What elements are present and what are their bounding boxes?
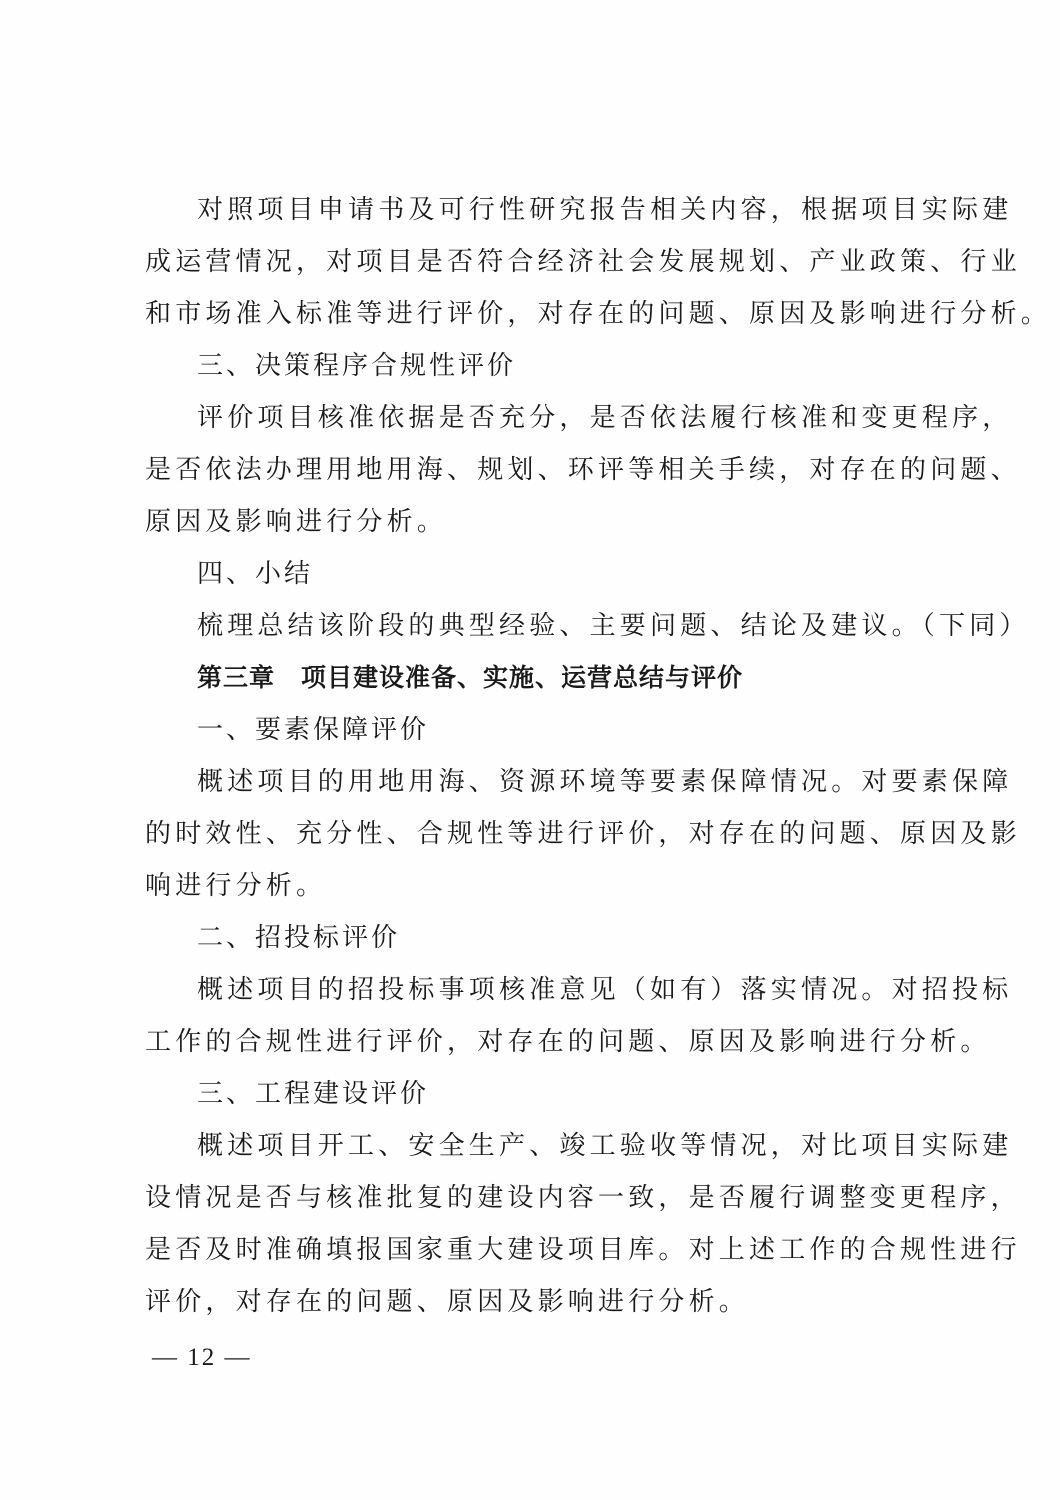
body-line: 成运营情况，对项目是否符合经济社会发展规划、产业政策、行业 <box>145 247 1021 277</box>
body-line: 原因及影响进行分析。 <box>145 507 448 537</box>
section-heading-summary: 四、小结 <box>197 559 314 589</box>
body-line: 设情况是否与核准批复的建设内容一致，是否履行调整变更程序， <box>145 1183 1021 1213</box>
body-line: 工作的合规性进行评价，对存在的问题、原因及影响进行分析。 <box>145 1027 991 1057</box>
body-line: 和市场准入标准等进行评价，对存在的问题、原因及影响进行分析。 <box>145 299 1052 329</box>
section-heading-bidding: 二、招投标评价 <box>197 923 401 953</box>
body-line: 概述项目开工、安全生产、竣工验收等情况，对比项目实际建 <box>197 1131 1013 1161</box>
body-line: 是否依法办理用地用海、规划、环评等相关手续，对存在的问题、 <box>145 455 1021 485</box>
body-line: 的时效性、充分性、合规性等进行评价，对存在的问题、原因及影 <box>145 819 1021 849</box>
body-line: 梳理总结该阶段的典型经验、主要问题、结论及建议。（下同） <box>197 611 1030 641</box>
page-number: — 12 — <box>152 1344 252 1371</box>
section-heading-decision-procedure: 三、决策程序合规性评价 <box>197 351 517 381</box>
body-line: 对照项目申请书及可行性研究报告相关内容，根据项目实际建 <box>197 195 1013 225</box>
body-line: 概述项目的用地用海、资源环境等要素保障情况。对要素保障 <box>197 767 1013 797</box>
body-line: 响进行分析。 <box>145 871 327 901</box>
chapter-heading: 第三章 项目建设准备、实施、运营总结与评价 <box>197 663 744 692</box>
body-line: 评价，对存在的问题、原因及影响进行分析。 <box>145 1287 750 1317</box>
body-line: 概述项目的招投标事项核准意见（如有）落实情况。对招投标 <box>197 975 1013 1005</box>
body-line: 评价项目核准依据是否充分，是否依法履行核准和变更程序， <box>197 403 1013 433</box>
section-heading-construction: 三、工程建设评价 <box>197 1079 430 1109</box>
section-heading-factor-guarantee: 一、要素保障评价 <box>197 715 430 745</box>
body-line: 是否及时准确填报国家重大建设项目库。对上述工作的合规性进行 <box>145 1235 1021 1265</box>
